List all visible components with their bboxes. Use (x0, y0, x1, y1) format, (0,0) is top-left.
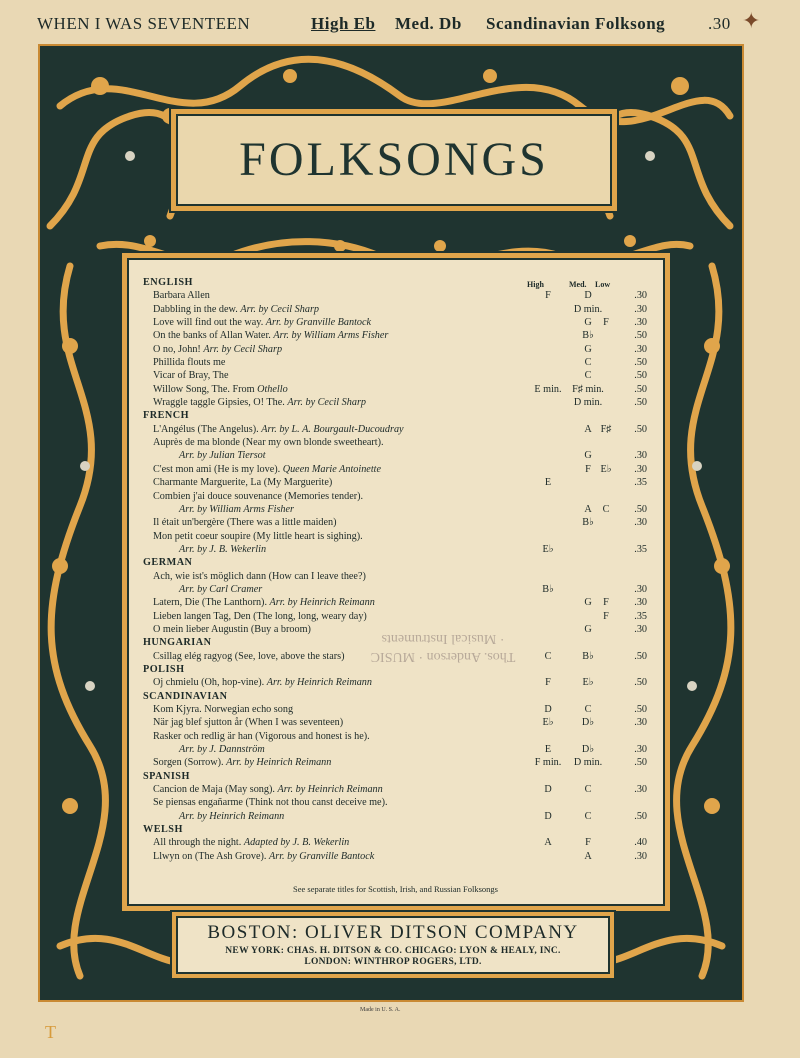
song-row (143, 396, 648, 409)
song-listing (143, 276, 648, 863)
song-name: Mon petit coeur soupire (My little heart is sighing). (153, 530, 363, 542)
key-med: G (584, 623, 592, 635)
song-title (153, 676, 372, 689)
song-title (153, 730, 370, 743)
key-med: G (584, 343, 592, 355)
song-title (153, 396, 366, 409)
price: .30 (634, 597, 647, 609)
song-name: Charmante Marguerite, La (My Marguerite) (153, 477, 333, 489)
price: .30 (634, 463, 647, 475)
key-high: F min. (534, 757, 562, 769)
song-row (143, 796, 648, 809)
price: .35 (634, 477, 647, 489)
song-row (143, 543, 648, 556)
song-row (143, 503, 648, 516)
key-high: B♭ (542, 583, 554, 595)
key-high: E min. (534, 383, 562, 395)
top-title-bar (0, 0, 800, 44)
key-low: C (602, 503, 610, 515)
arranger: Othello (257, 383, 288, 395)
price: .50 (634, 650, 647, 662)
key-med: F (585, 463, 591, 475)
dealer-stamp: Thos. Anderson · MUSIC · Musical Instruments (370, 631, 516, 664)
key-med: A (584, 423, 592, 435)
arranger: Arr. by Heinrich Reimann (179, 810, 285, 822)
arranger: Arr. by Granville Bantock (269, 850, 375, 862)
key-high: D (544, 704, 552, 715)
footnote: See separate titles for Scottish, Irish, and Russian Folksongs (293, 884, 498, 894)
song-name: POLISH (143, 663, 185, 675)
price: .30 (634, 784, 647, 796)
song-row (143, 850, 648, 863)
song-title (153, 423, 404, 436)
song-title (153, 783, 383, 796)
publisher-line-2: NEW YORK: CHAS. H. DITSON & CO. CHICAGO: LYON & HEALY, INC. (225, 946, 561, 956)
key-med: B♭ (582, 517, 594, 529)
category-label (143, 276, 193, 289)
song-title (153, 796, 388, 809)
price: .50 (634, 330, 647, 342)
song-title (153, 756, 331, 769)
key-med: A (584, 850, 592, 862)
price: .30 (634, 583, 647, 595)
song-name: Vicar of Bray, The (153, 370, 229, 382)
price: .50 (634, 757, 647, 769)
song-title (153, 836, 349, 849)
song-name: Barbara Allen (153, 290, 210, 302)
song-title (153, 316, 371, 329)
price: .50 (634, 503, 647, 515)
song-title (153, 570, 366, 583)
song-name: Phillida flouts me (153, 357, 226, 369)
price: .35 (634, 610, 647, 622)
key-high: F (545, 290, 551, 302)
arranger: Arr. by Heinrich Reimann (269, 597, 375, 609)
song-name: GERMAN (143, 557, 193, 569)
key-med: F (585, 837, 591, 849)
arranger: Arr. by Heinrich Reimann (226, 757, 332, 769)
arranger: Arr. by Heinrich Reimann (277, 784, 383, 796)
price: .30 (634, 850, 647, 862)
song-row (143, 783, 648, 796)
song-name: Se piensas engañarme (Think not thou canst deceive me). (153, 797, 388, 809)
category-heading (143, 409, 648, 422)
song-row (143, 516, 648, 529)
song-row (143, 383, 648, 396)
key-high: E♭ (542, 543, 554, 555)
song-name: Love will find out the way. (153, 317, 264, 329)
song-title (179, 810, 284, 823)
song-title (153, 476, 332, 489)
song-name: Lieben langen Tag, Den (The long, long, weary day) (153, 610, 367, 622)
publisher-line-3: LONDON: WINTHROP ROGERS, LTD. (304, 957, 482, 967)
bird-stamp-icon: ✦ (742, 8, 761, 33)
song-name: Willow Song, The. From (153, 383, 255, 395)
song-row (143, 730, 648, 743)
song-title (153, 703, 293, 716)
category-label (143, 556, 192, 569)
song-name: Rasker och redlig är han (Vigorous and honest is he). (153, 730, 370, 742)
song-row (143, 369, 648, 382)
price: .30 (634, 717, 647, 729)
high-key-label: High Eb (311, 14, 376, 33)
song-title (179, 743, 265, 756)
song-row (143, 810, 648, 823)
song-row (143, 329, 648, 342)
song-row (143, 356, 648, 369)
song-name: Auprès de ma blonde (Near my own blonde sweetheart). (153, 437, 384, 449)
song-title: WHEN I WAS SEVENTEEN (37, 14, 251, 33)
key-med: D min. (573, 303, 603, 315)
arranger: Arr. by Carl Cramer (179, 583, 263, 595)
song-title (179, 583, 262, 596)
key-med: B♭ (582, 650, 594, 662)
made-in-label: Made in U. S. A. (360, 1007, 401, 1013)
song-row (143, 343, 648, 356)
song-title (153, 356, 225, 369)
price: .30 (634, 744, 647, 756)
song-name: O no, John! (153, 343, 201, 355)
key-high: E (544, 477, 552, 489)
song-title (153, 716, 343, 729)
arranger: Arr. by Heinrich Reimann (266, 677, 372, 689)
song-title (153, 383, 288, 396)
song-name: Kom Kjyra. Norwegian echo song (153, 704, 294, 715)
song-name: O mein lieber Augustin (Buy a broom) (153, 623, 311, 635)
key-med: G (584, 450, 592, 462)
song-title (153, 596, 375, 609)
song-name: On the banks of Allan Water. (153, 330, 271, 342)
price: .35 (634, 543, 647, 555)
song-row (143, 490, 648, 503)
price: .30 (634, 343, 647, 355)
song-name: FRENCH (143, 410, 190, 422)
song-name: Llwyn on (The Ash Grove). (153, 850, 267, 862)
key-med: B♭ (582, 330, 594, 342)
song-title (153, 623, 311, 636)
song-title (153, 369, 228, 382)
key-med: D♭ (581, 717, 595, 729)
key-med: D♭ (581, 744, 595, 756)
song-row (143, 583, 648, 596)
song-row (143, 289, 648, 302)
price: .30 (634, 623, 647, 635)
song-title (153, 516, 337, 529)
song-name: C'est mon ami (He is my love). (153, 463, 281, 475)
arranger: Arr. by Granville Bantock (265, 317, 372, 329)
arranger: Arr. by William Arms Fisher (179, 503, 294, 515)
price: .30 (634, 450, 647, 462)
song-row (143, 449, 648, 462)
price: .50 (634, 397, 647, 409)
song-name: Cancion de Maja (May song). (153, 784, 275, 796)
publisher-name: BOSTON: OLIVER DITSON COMPANY (207, 922, 579, 943)
song-row (143, 476, 648, 489)
key-med: D (584, 290, 592, 302)
song-name: SPANISH (143, 770, 190, 782)
song-title (153, 436, 384, 449)
category-label (143, 690, 228, 703)
price: .50 (634, 704, 647, 715)
category-label (143, 409, 189, 422)
key-high: A (544, 837, 552, 849)
song-title (153, 490, 363, 503)
song-name: Wraggle taggle Gipsies, O! The. (153, 397, 285, 409)
title-banner (176, 114, 612, 206)
key-med: G (584, 317, 592, 329)
song-row (143, 743, 648, 756)
song-title (153, 463, 381, 476)
song-name: Dabbling in the dew. (153, 303, 238, 315)
key-med: C (584, 704, 592, 715)
price: .50 (634, 357, 647, 369)
category-heading (143, 690, 648, 703)
song-row (143, 756, 648, 769)
key-med: G (584, 597, 592, 609)
key-high: C (544, 650, 552, 662)
key-low: F (603, 597, 609, 609)
price: .30 (634, 290, 647, 302)
price: .50 (634, 370, 647, 382)
category-heading (143, 276, 648, 289)
song-row (143, 316, 648, 329)
header-low: Low (595, 280, 611, 289)
key-med: C (584, 370, 592, 382)
song-title (153, 650, 345, 663)
origin-label: Scandinavian Folksong (486, 14, 666, 33)
song-row (143, 463, 648, 476)
song-title (153, 303, 319, 316)
key-high: D (544, 784, 552, 796)
category-heading (143, 770, 648, 783)
key-med: E♭ (582, 677, 594, 689)
song-row (143, 703, 648, 716)
price: .50 (634, 423, 647, 435)
arranger: Arr. by Cecil Sharp (240, 303, 320, 315)
publisher-box (176, 916, 610, 974)
song-name: All through the night. (153, 837, 242, 849)
price: .50 (634, 810, 647, 822)
price-label: .30 (708, 14, 731, 33)
key-med: C (584, 357, 592, 369)
song-title (153, 289, 210, 302)
song-name: När jag blef sjutton år (When I was seventeen) (153, 717, 344, 729)
price: .50 (634, 677, 647, 689)
key-low: E♭ (600, 463, 612, 475)
arranger: Arr. by L. A. Bourgault-Ducoudray (261, 423, 404, 435)
arranger: Arr. by William Arms Fisher (273, 330, 389, 342)
header-high: High (527, 280, 544, 289)
song-row (143, 303, 648, 316)
song-name: L'Angélus (The Angelus). (153, 423, 259, 435)
song-name: Latern, Die (The Lanthorn). (153, 597, 267, 609)
category-label (143, 770, 190, 783)
key-low: F (603, 610, 609, 622)
price: .30 (634, 517, 647, 529)
key-low: F (603, 317, 609, 329)
key-med: C (584, 784, 592, 796)
category-label (143, 663, 185, 676)
arranger: Arr. by Cecil Sharp (287, 397, 367, 409)
song-title (153, 343, 282, 356)
song-title (179, 449, 266, 462)
category-label (143, 823, 183, 836)
arranger: Queen Marie Antoinette (282, 463, 381, 475)
song-title (153, 329, 388, 342)
song-name: SCANDINAVIAN (143, 690, 228, 702)
header-med: Med. (569, 280, 587, 289)
category-label (143, 636, 211, 649)
song-title (153, 850, 374, 863)
song-title (153, 610, 367, 623)
song-name: HUNGARIAN (143, 637, 212, 649)
price: .50 (634, 383, 647, 395)
song-name: WELSH (143, 824, 183, 836)
banner-title: FOLKSONGS (239, 133, 549, 186)
song-name: Combien j'ai douce souvenance (Memories tender). (153, 490, 364, 502)
arranger: Arr. by Cecil Sharp (203, 343, 283, 355)
song-name: Oj chmielu (Oh, hop-vine). (153, 677, 265, 689)
song-title (153, 530, 363, 543)
key-high: E (544, 744, 552, 756)
song-row (143, 530, 648, 543)
key-med: A (584, 503, 592, 515)
arranger: Arr. by Julian Tiersot (179, 450, 266, 462)
price: .40 (634, 837, 647, 849)
med-key-label: Med. Db (395, 14, 462, 33)
song-row (143, 436, 648, 449)
arranger: Adapted by J. B. Wekerlin (243, 837, 350, 849)
song-row (143, 716, 648, 729)
song-name: Il était un'bergère (There was a little maiden) (153, 517, 337, 529)
category-heading (143, 556, 648, 569)
song-row (143, 676, 648, 689)
key-high: D (544, 810, 552, 822)
song-row (143, 570, 648, 583)
category-heading (143, 823, 648, 836)
key-high: F (545, 677, 551, 689)
song-row (143, 836, 648, 849)
key-med: D min. (573, 757, 603, 769)
key-med: C (584, 810, 592, 822)
song-title (179, 543, 266, 556)
arranger: Arr. by J. B. Wekerlin (179, 543, 267, 555)
key-high: E♭ (542, 717, 554, 729)
key-med: D min. (573, 397, 603, 409)
corner-mark: T (45, 1022, 56, 1042)
song-row (143, 423, 648, 436)
arranger: Arr. by J. Dannström (179, 744, 265, 756)
song-name: ENGLISH (143, 277, 193, 288)
song-name: Sorgen (Sorrow). (153, 757, 224, 769)
key-low: F♯ (600, 423, 612, 435)
song-title (179, 503, 294, 516)
song-name: Csillag elég ragyog (See, love, above the stars) (153, 650, 345, 662)
price: .30 (634, 303, 647, 315)
key-med: F♯ min. (572, 383, 604, 395)
song-name: Ach, wie ist's möglich dann (How can I leave thee?) (153, 570, 366, 582)
price: .30 (634, 317, 647, 329)
